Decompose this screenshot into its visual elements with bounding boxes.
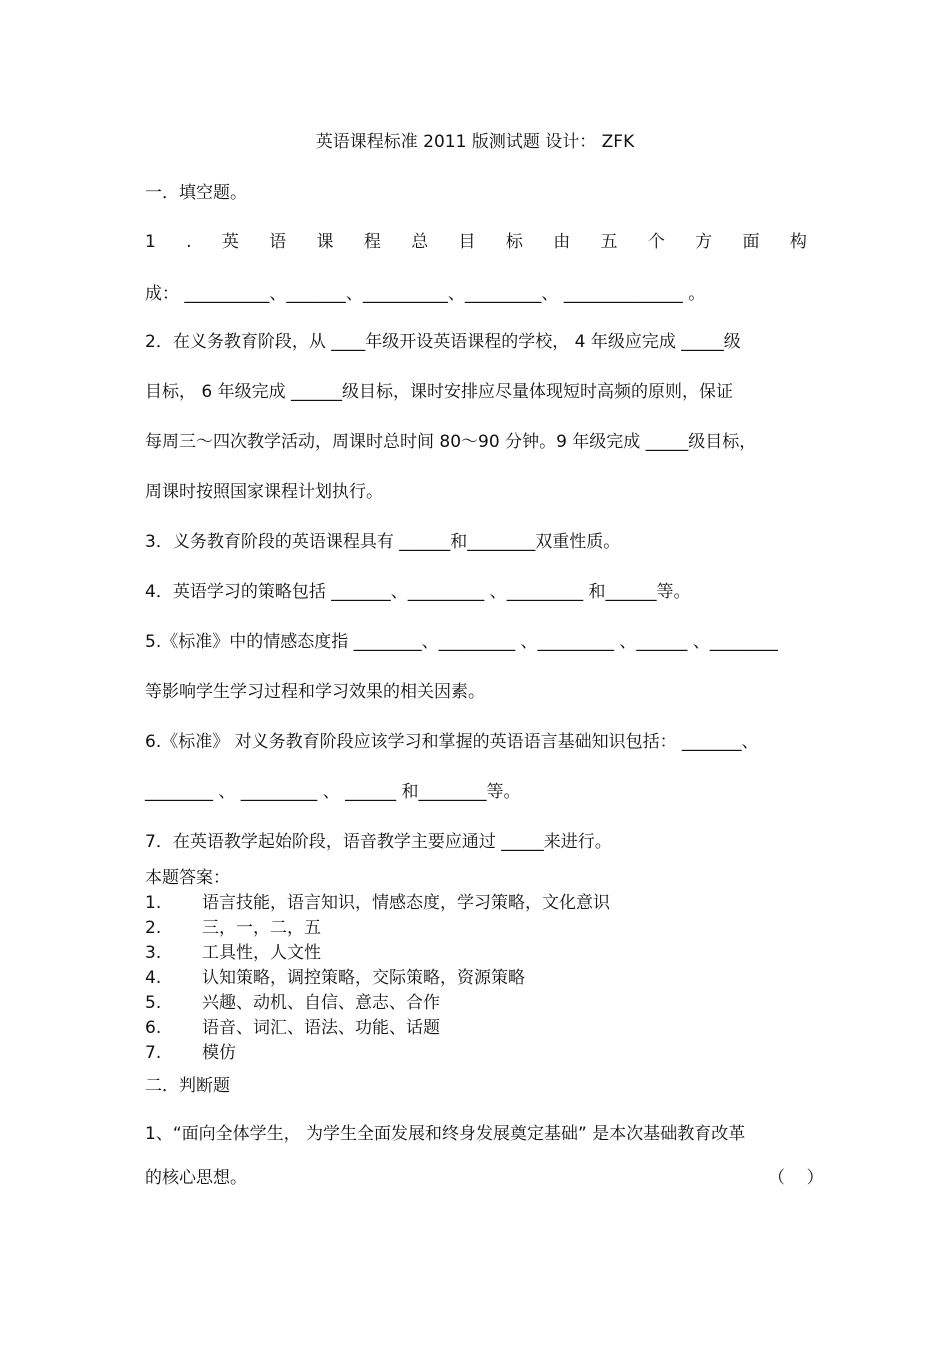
answer-text: 语言技能，语言知识，情感态度，学习策略，文化意识: [202, 893, 610, 913]
q1-char: 程: [363, 232, 381, 252]
answer-text: 模仿: [202, 1043, 236, 1063]
q1-char: 由: [553, 232, 571, 252]
q1-char: 课: [316, 232, 334, 252]
q1-char: 语: [269, 232, 287, 252]
q1-char: 方: [695, 232, 713, 252]
q1-char: 面: [742, 232, 760, 252]
question-7: 7．在英语教学起始阶段，语音教学主要应通过 _____来进行。: [145, 832, 612, 852]
question-5-line-1: 5.《标准》中的情感态度指 ________、_________ 、_________ 、______ 、________: [145, 632, 778, 652]
question-1-line-1: [145, 231, 807, 253]
answer-text: 兴趣、动机、自信、意志、合作: [202, 993, 440, 1013]
question-6-line-1: 6.《标准》 对义务教育阶段应该学习和掌握的英语语言基础知识包括： _______、: [145, 732, 759, 752]
question-4: 4．英语学习的策略包括 _______、_________ 、_________ 和______等。: [145, 582, 691, 602]
judgment-question-1-line-1: 1、“面向全体学生， 为学生全面发展和终身发展奠定基础” 是本次基础教育改革: [145, 1124, 746, 1144]
question-3: 3．义务教育阶段的英语课程具有 ______和________双重性质。: [145, 532, 621, 552]
answer-number: 5.: [145, 993, 162, 1013]
answer-number: 2.: [145, 918, 162, 938]
answer-number: 4.: [145, 968, 162, 988]
q1-char: 目: [458, 232, 476, 252]
answer-item: [145, 992, 440, 1014]
answer-item: [145, 942, 321, 964]
answer-text: 三，一，二，五: [202, 918, 321, 938]
question-2-line-1: 2．在义务教育阶段，从 ____年级开设英语课程的学校， 4 年级应完成 _____级: [145, 332, 741, 352]
answer-number: 7.: [145, 1043, 162, 1063]
judgment-question-1-line-2: 的核心思想。: [145, 1168, 247, 1188]
answer-text: 工具性，人文性: [202, 943, 321, 963]
answer-item: [145, 1042, 236, 1064]
q1-char: .: [186, 232, 192, 252]
answer-item: [145, 1017, 440, 1039]
question-2-line-3: 每周三～四次教学活动，周课时总时间 80～90 分钟。9 年级完成 _____级目标，: [145, 432, 757, 452]
q1-char: 总: [411, 232, 429, 252]
answer-parentheses: （ ）: [768, 1168, 824, 1188]
answer-number: 1.: [145, 893, 162, 913]
answer-text: 认知策略，调控策略，交际策略，资源策略: [202, 968, 525, 988]
answer-item: [145, 892, 610, 914]
q1-char: 标: [505, 232, 523, 252]
question-2-line-2: 目标， 6 年级完成 ______级目标，课时安排应尽量体现短时高频的原则，保证: [145, 382, 734, 402]
question-1-line-2: 成： __________、_______、__________、_________、 ______________ 。: [145, 284, 706, 304]
q1-char: 1: [145, 232, 156, 252]
question-2-line-4: 周课时按照国家课程计划执行。: [145, 482, 383, 502]
q1-char: 五: [600, 232, 618, 252]
q1-char: 构: [789, 232, 807, 252]
answer-number: 3.: [145, 943, 162, 963]
answer-number: 6.: [145, 1018, 162, 1038]
page-title: 英语课程标准 2011 版测试题 设计： ZFK: [315, 132, 635, 152]
answer-item: [145, 917, 321, 939]
answer-item: [145, 967, 525, 989]
answers-heading: 本题答案：: [145, 868, 230, 888]
q1-char: 英: [221, 232, 239, 252]
q1-char: 个: [647, 232, 665, 252]
section-heading: 一．填空题。: [145, 183, 247, 203]
question-6-line-2: ________ 、 _________ 、 ______ 和________等。: [145, 782, 521, 802]
question-5-line-2: 等影响学生学习过程和学习效果的相关因素。: [145, 682, 485, 702]
section-heading: 二．判断题: [145, 1076, 230, 1096]
answer-text: 语音、词汇、语法、功能、话题: [202, 1018, 440, 1038]
